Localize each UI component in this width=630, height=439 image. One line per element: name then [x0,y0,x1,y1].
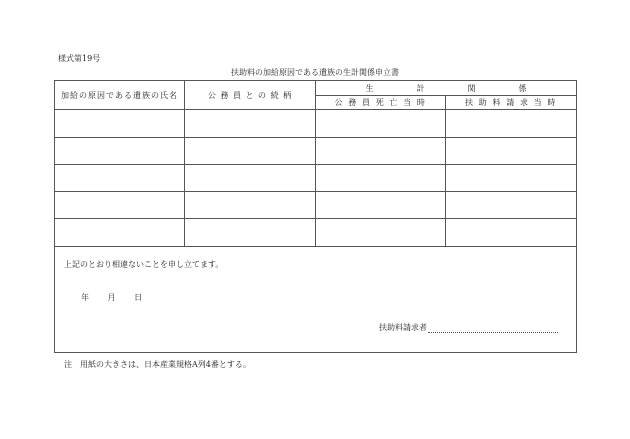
table-row [55,192,577,219]
at-death-cell[interactable] [316,164,446,191]
header-relationship: 公 務 員 と の 続 柄 [185,81,316,110]
at-death-cell[interactable] [316,192,446,219]
date-line[interactable] [81,292,158,303]
declaration-statement: 上記のとおり相違ないことを申し立てます。 [64,259,224,269]
form-number: 様式第19号 [58,54,101,63]
relationship-cell[interactable] [185,164,316,191]
declaration-section [55,246,577,352]
at-death-cell[interactable] [316,110,446,137]
relationship-cell[interactable] [185,137,316,164]
header-livelihood-char: 係 [518,83,527,93]
table-row [55,137,577,164]
relationship-cell[interactable] [185,219,316,246]
name-cell[interactable] [55,219,185,246]
table-row [55,164,577,191]
signature-line[interactable] [428,323,558,333]
name-cell[interactable] [55,110,185,137]
claimant-label: 扶助料請求者 [379,322,427,332]
header-family-name: 加給の原因である遺族の氏名 [55,81,185,110]
at-claim-cell[interactable] [446,219,577,246]
table-row [55,219,577,246]
claimant-signature [379,322,558,333]
name-cell[interactable] [55,164,185,191]
header-livelihood [316,81,577,96]
at-death-cell[interactable] [316,137,446,164]
at-claim-cell[interactable] [446,110,577,137]
paper-size-note: 注 用紙の大きさは、日本産業規格A列4番とする。 [64,360,251,369]
date-day-label: 日 [134,292,143,302]
header-livelihood-char: 計 [416,83,425,93]
at-claim-cell[interactable] [446,164,577,191]
header-at-death: 公 務 員 死 亡 当 時 [316,96,446,110]
document-title: 扶助料の加給原因である遺族の生計関係申立書 [231,68,399,77]
name-cell[interactable] [55,137,185,164]
at-claim-cell[interactable] [446,192,577,219]
relationship-cell[interactable] [185,192,316,219]
name-cell[interactable] [55,192,185,219]
relationship-cell[interactable] [185,110,316,137]
livelihood-table [54,80,577,353]
header-livelihood-char: 関 [467,83,476,93]
at-claim-cell[interactable] [446,137,577,164]
header-livelihood-char: 生 [365,83,374,93]
date-month-label: 月 [107,292,116,302]
table-row [55,110,577,137]
date-year-label: 年 [81,292,89,302]
header-at-claim: 扶 助 料 請 求 当 時 [446,96,577,110]
at-death-cell[interactable] [316,219,446,246]
